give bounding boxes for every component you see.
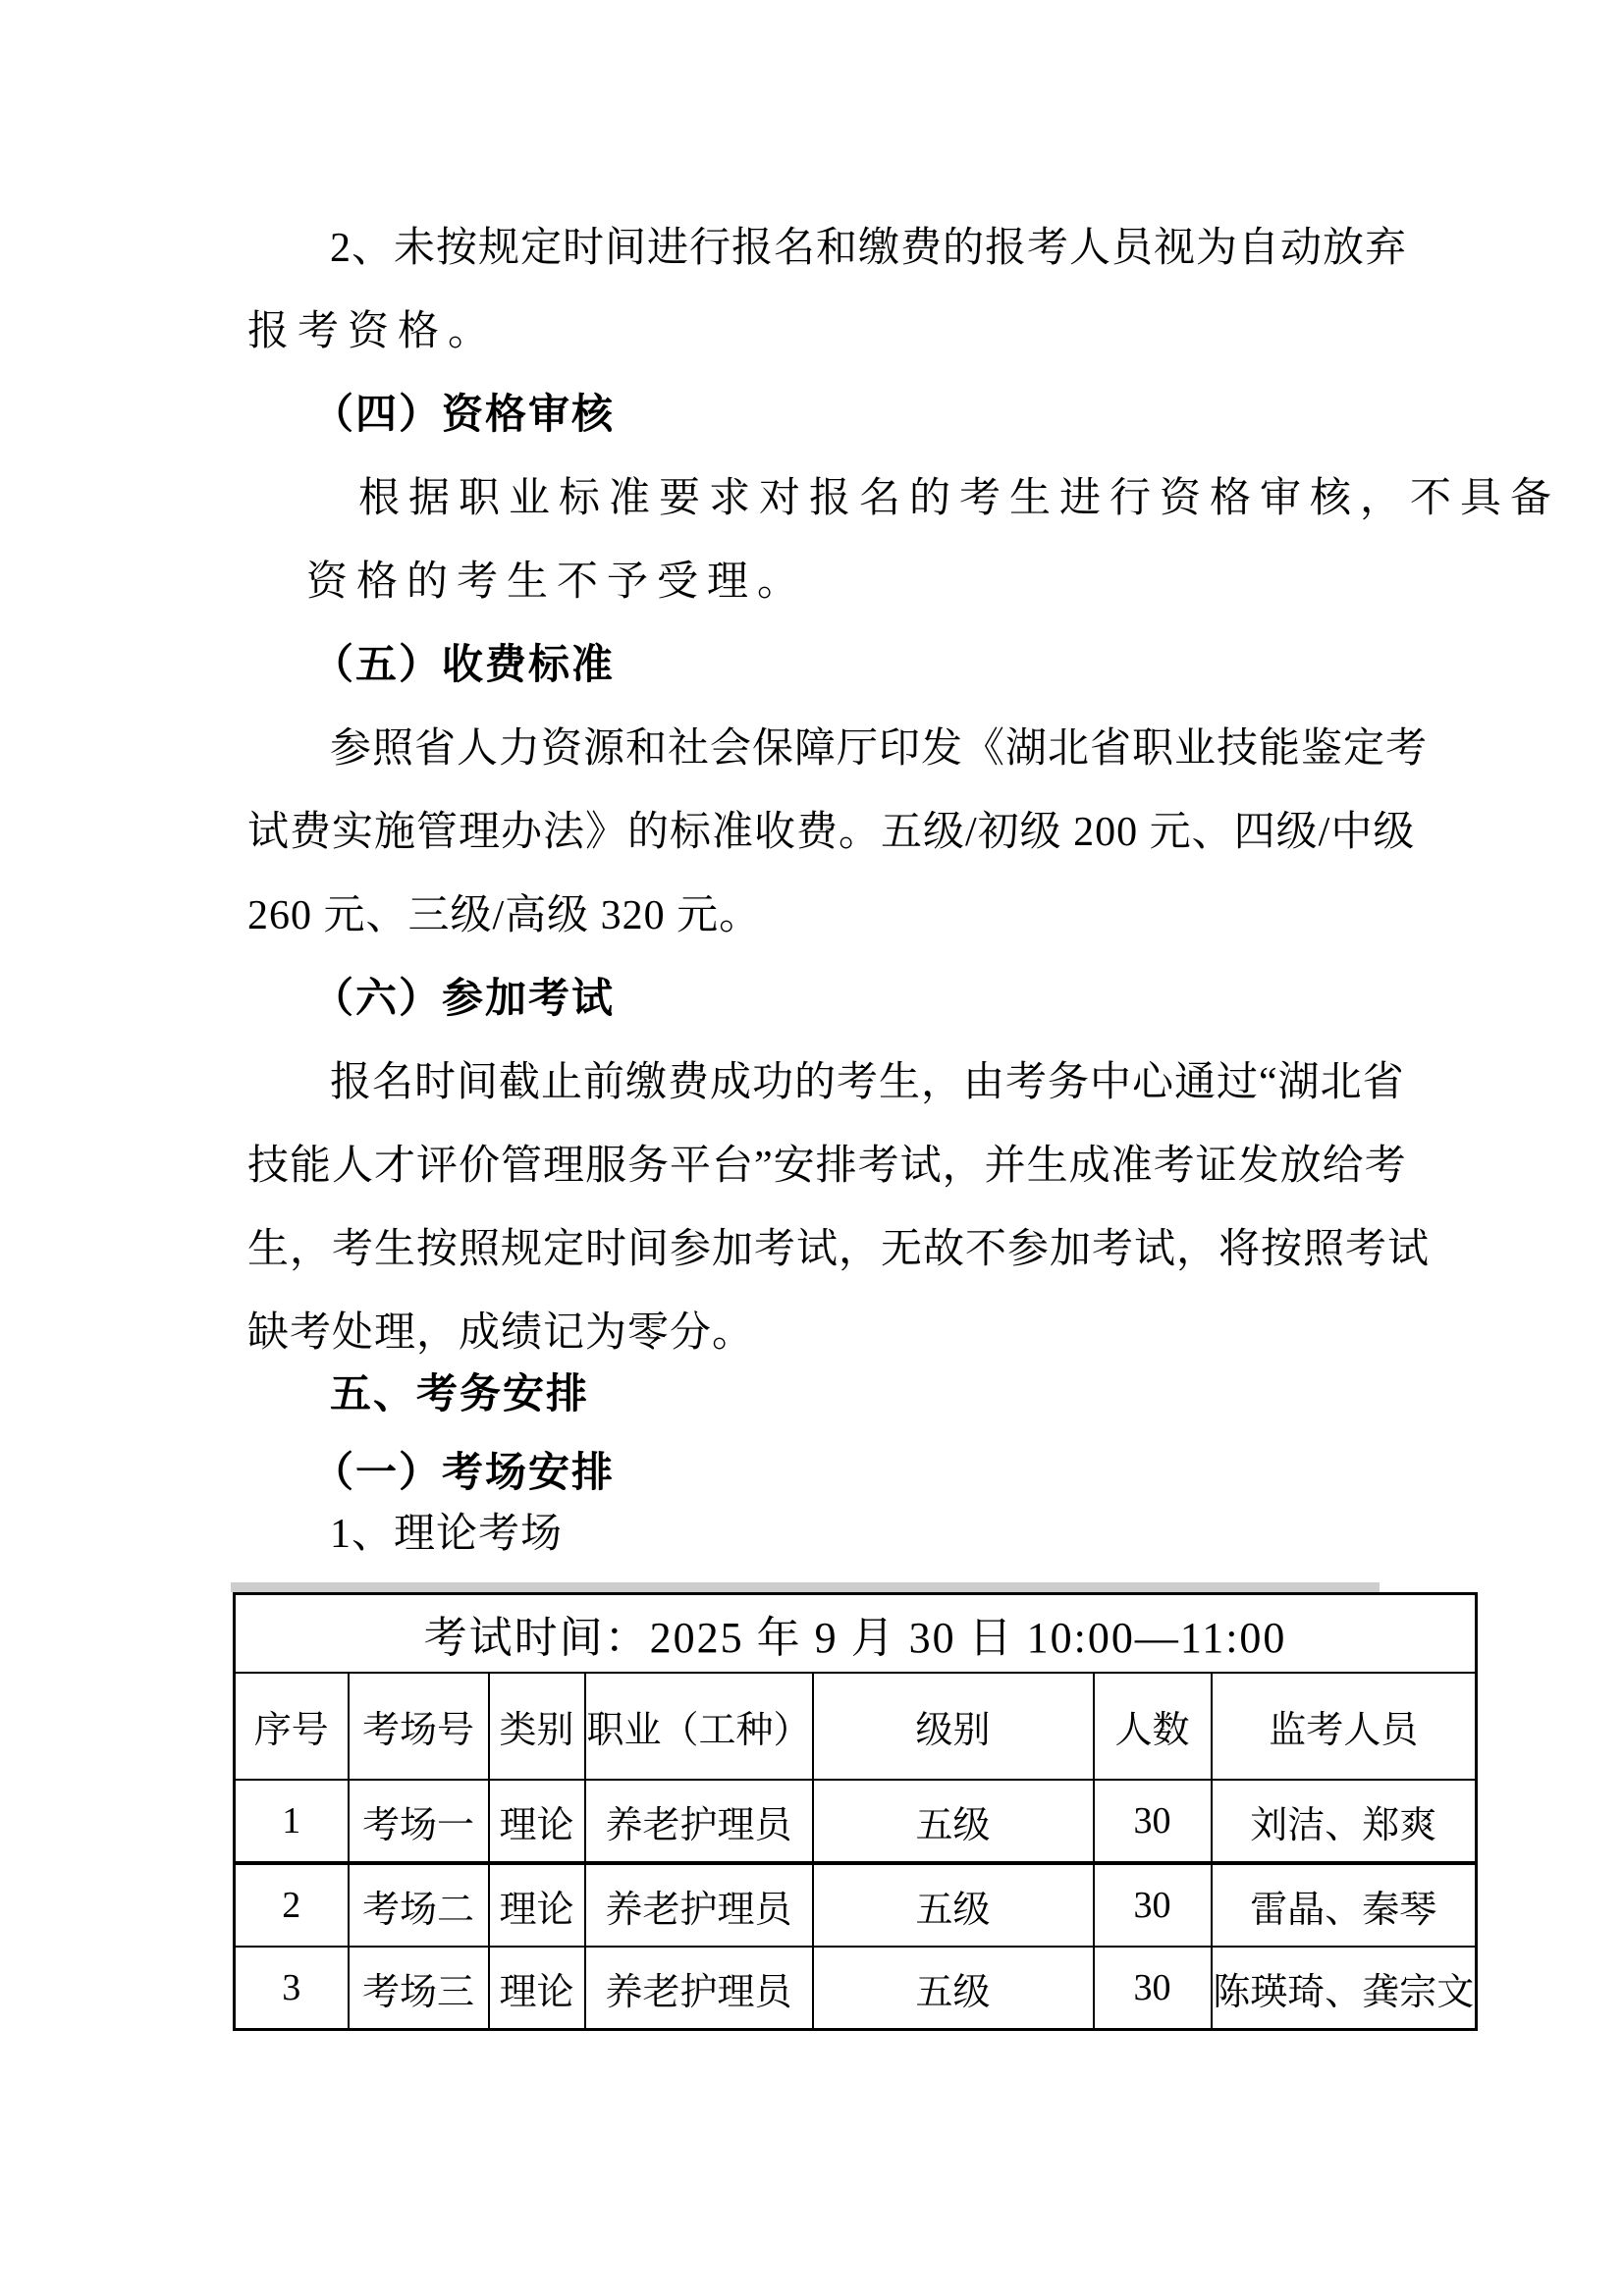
- table-cell: 1: [235, 1780, 349, 1863]
- document-line: 参照省人力资源和社会保障厅印发《湖北省职业技能鉴定考: [330, 726, 1429, 772]
- table-cell: 雷晶、秦琴: [1212, 1863, 1477, 1947]
- document-line: 缺考处理，成绩记为零分。: [247, 1310, 755, 1356]
- exam-schedule-table: [233, 1592, 1478, 2031]
- document-line: 根据职业标准要求对报名的考生进行资格审核，不具备: [358, 476, 1561, 521]
- column-header-occupation: 职业（工种）: [585, 1673, 813, 1780]
- table-cell: 2: [235, 1863, 349, 1947]
- table-row: [235, 1780, 1477, 1863]
- document-line: （一）考场安排: [312, 1451, 616, 1496]
- document-line: 2、未按规定时间进行报名和缴费的报考人员视为自动放弃: [330, 226, 1408, 271]
- document-line: （六）参加考试: [312, 977, 616, 1022]
- table-cell: 理论: [489, 1780, 585, 1863]
- table-cell: 考场三: [349, 1947, 489, 2030]
- table-cell: 理论: [489, 1863, 585, 1947]
- exam-time-caption: 考试时间：2025 年 9 月 30 日 10:00—11:00: [235, 1594, 1477, 1674]
- column-header-proctors: 监考人员: [1212, 1673, 1477, 1780]
- column-header-type: 类别: [489, 1673, 585, 1780]
- table-row: [235, 1947, 1477, 2030]
- column-header-level: 级别: [813, 1673, 1094, 1780]
- document-line: （五）收费标准: [312, 643, 616, 688]
- table-caption-row: [235, 1594, 1477, 1674]
- table-cell: 理论: [489, 1947, 585, 2030]
- column-header-count: 人数: [1094, 1673, 1212, 1780]
- document-line: 试费实施管理办法》的标准收费。五级/初级 200 元、四级/中级: [247, 810, 1416, 855]
- document-line: 五、考务安排: [330, 1372, 590, 1417]
- table-cell: 五级: [813, 1947, 1094, 2030]
- table-cell: 3: [235, 1947, 349, 2030]
- document-line: 1、理论考场: [330, 1512, 564, 1557]
- document-line: 资格的考生不予受理。: [306, 560, 808, 605]
- table-cell: 刘洁、郑爽: [1212, 1780, 1477, 1863]
- table-cell: 养老护理员: [585, 1947, 813, 2030]
- document-line: 260 元、三级/高级 320 元。: [247, 893, 762, 938]
- document-line: 报考资格。: [247, 309, 499, 354]
- table-header-row: [235, 1673, 1477, 1780]
- highlight-strip: [231, 1582, 1380, 1592]
- table-cell: 养老护理员: [585, 1863, 813, 1947]
- table-row: [235, 1863, 1477, 1947]
- document-line: 技能人才评价管理服务平台”安排考试，并生成准考证发放给考: [247, 1144, 1407, 1189]
- table-cell: 考场二: [349, 1863, 489, 1947]
- document-line: （四）资格审核: [312, 393, 616, 438]
- table-cell: 陈瑛琦、龚宗文: [1212, 1947, 1477, 2030]
- table-cell: 养老护理员: [585, 1780, 813, 1863]
- document-line: 报名时间截止前缴费成功的考生，由考务中心通过“湖北省: [330, 1060, 1405, 1105]
- table-cell: 五级: [813, 1780, 1094, 1863]
- document-line: 生，考生按照规定时间参加考试，无故不参加考试，将按照考试: [247, 1227, 1431, 1272]
- table-cell: 30: [1094, 1947, 1212, 2030]
- table-cell: 五级: [813, 1863, 1094, 1947]
- column-header-room: 考场号: [349, 1673, 489, 1780]
- table-cell: 考场一: [349, 1780, 489, 1863]
- table-cell: 30: [1094, 1863, 1212, 1947]
- column-header-seq: 序号: [235, 1673, 349, 1780]
- table-cell: 30: [1094, 1780, 1212, 1863]
